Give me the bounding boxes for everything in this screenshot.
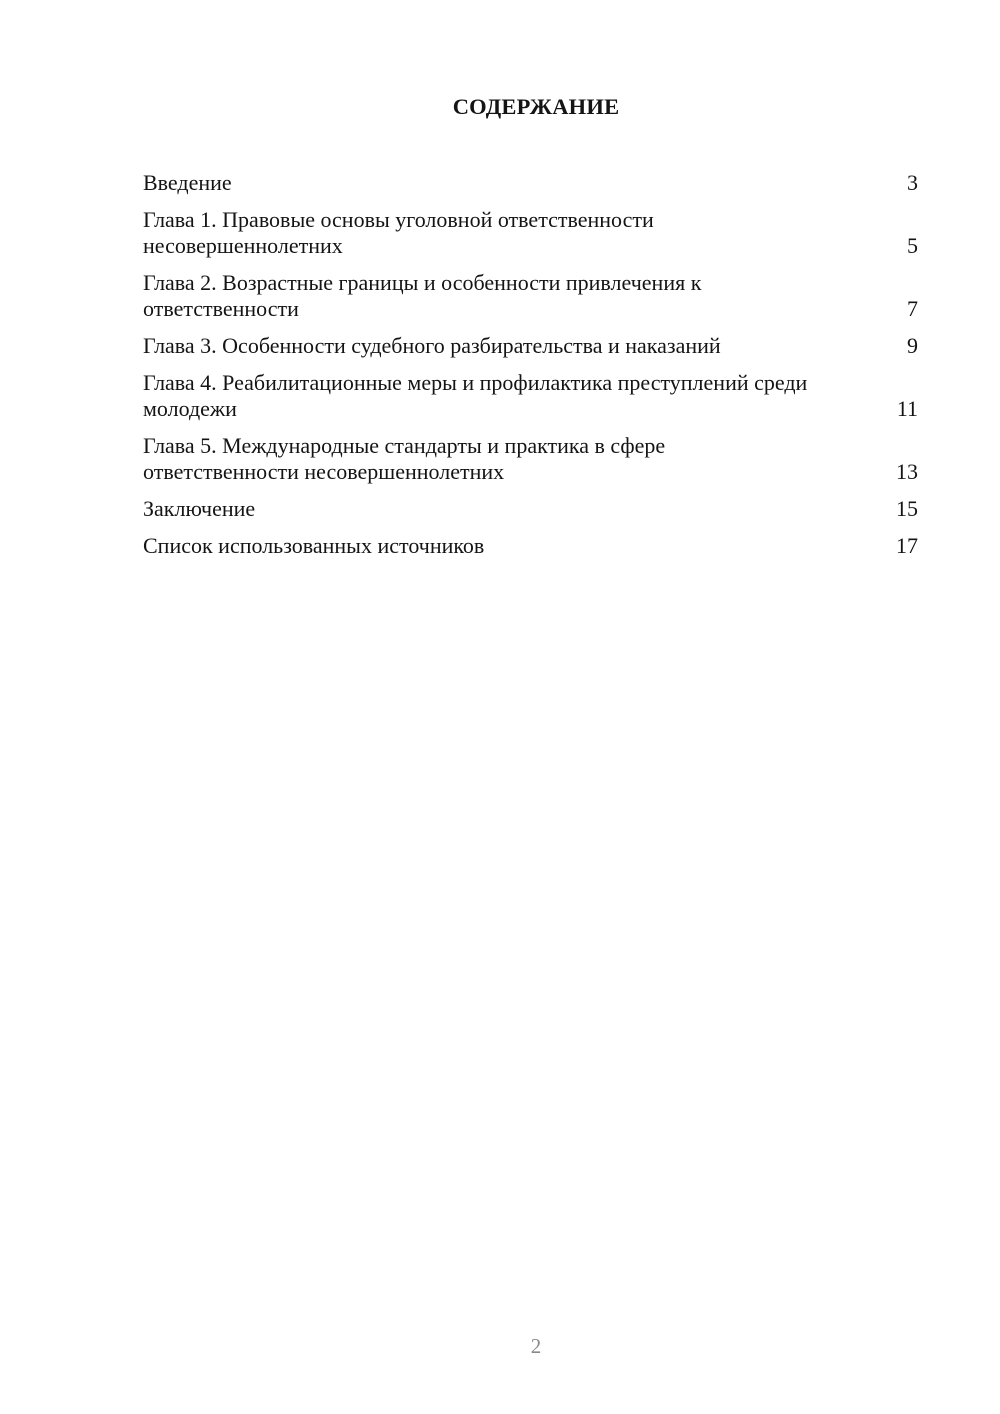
- page-number: 2: [530, 1334, 542, 1358]
- toc-entry-chapter-1[interactable]: [143, 207, 918, 259]
- toc-entry-chapter-5[interactable]: [143, 433, 918, 485]
- toc-entry-page: 5: [907, 233, 918, 258]
- toc-entry-page: 15: [896, 496, 918, 521]
- toc-entry-introduction[interactable]: [143, 170, 918, 196]
- toc-entry-title: Глава 3. Особенности судебного разбирательства и наказаний: [143, 333, 721, 358]
- toc-entry-title: Введение: [143, 170, 232, 195]
- toc-entry-references[interactable]: [143, 533, 918, 559]
- toc-entry-page: 11: [896, 396, 918, 421]
- toc-entry-title: Глава 1. Правовые основы уголовной ответственности несовершеннолетних: [143, 207, 654, 258]
- toc-entry-page: 3: [907, 170, 918, 195]
- table-of-contents: [143, 170, 918, 570]
- toc-entry-page: 7: [907, 296, 918, 321]
- toc-entry-title: Глава 2. Возрастные границы и особенности привлечения к ответственности: [143, 270, 702, 321]
- toc-entry-conclusion[interactable]: [143, 496, 918, 522]
- toc-entry-chapter-4[interactable]: [143, 370, 918, 422]
- toc-entry-title: Заключение: [143, 496, 256, 521]
- toc-entry-title: Глава 4. Реабилитационные меры и профилактика преступлений среди молодежи: [143, 370, 808, 421]
- toc-entry-chapter-3[interactable]: [143, 333, 918, 359]
- toc-entry-chapter-2[interactable]: [143, 270, 918, 322]
- toc-entry-page: 17: [896, 533, 918, 558]
- toc-entry-title: Глава 5. Международные стандарты и практика в сфере ответственности несовершеннолетних: [143, 433, 666, 484]
- toc-entry-page: 13: [896, 459, 918, 484]
- toc-entry-title: Список использованных источников: [143, 533, 485, 558]
- toc-entry-page: 9: [907, 333, 918, 358]
- page-title: СОДЕРЖАНИЕ: [452, 94, 620, 119]
